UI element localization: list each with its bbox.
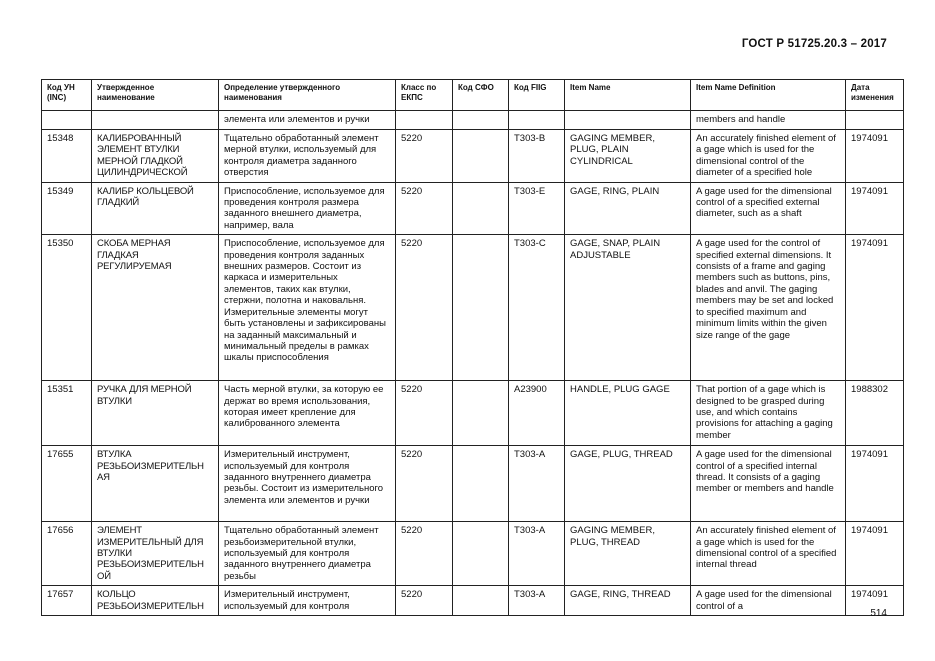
cell-class: 5220 [396, 235, 453, 381]
cell-name: КОЛЬЦО РЕЗЬБОИЗМЕРИТЕЛЬН [92, 586, 219, 616]
cell-definition-ru: Тщательно обработанный элемент мерной втулки, используемый для контроля диаметра заданного отверстия [219, 130, 396, 183]
cell-item-name: GAGING MEMBER, PLUG, THREAD [565, 522, 691, 586]
cell-date: 1974091 [846, 522, 904, 586]
cell-code: 15351 [42, 381, 92, 446]
cell-name [92, 111, 219, 130]
document-id-header: ГОСТ Р 51725.20.3 – 2017 [741, 38, 887, 50]
table-row [42, 130, 904, 183]
cell-code: 17655 [42, 446, 92, 522]
cell-code: 15349 [42, 182, 92, 235]
column-header-approved-name: Утвержденное наименование [92, 80, 219, 111]
cell-name: КАЛИБР КОЛЬЦЕВОЙ ГЛАДКИЙ [92, 182, 219, 235]
column-header-item-name-definition: Item Name Definition [691, 80, 846, 111]
cell-item-name: HANDLE, PLUG GAGE [565, 381, 691, 446]
cell-item-name [565, 111, 691, 130]
cell-fiig: T303-A [509, 586, 565, 616]
cell-code: 15350 [42, 235, 92, 381]
table-row [42, 522, 904, 586]
cell-date: 1988302 [846, 381, 904, 446]
column-header-ekps-class: Класс по ЕКПС [396, 80, 453, 111]
cell-sfo [453, 381, 509, 446]
table-continuation-row [42, 111, 904, 130]
cell-sfo [453, 235, 509, 381]
cell-fiig: T303-A [509, 446, 565, 522]
cell-sfo [453, 182, 509, 235]
table-header-row [42, 80, 904, 111]
cell-sfo [453, 130, 509, 183]
column-header-sfo-code: Код СФО [453, 80, 509, 111]
cell-definition-en: members and handle [691, 111, 846, 130]
cell-fiig: T303-E [509, 182, 565, 235]
cell-item-name: GAGING MEMBER, PLUG, PLAIN CYLINDRICAL [565, 130, 691, 183]
cell-definition-en: That portion of a gage which is designed to be grasped during use, and which contains provisions for attaching a gaging member [691, 381, 846, 446]
cell-fiig [509, 111, 565, 130]
cell-code [42, 111, 92, 130]
classifier-table [41, 79, 904, 616]
table-row [42, 182, 904, 235]
cell-fiig: T303-A [509, 522, 565, 586]
cell-date: 1974091 [846, 130, 904, 183]
cell-date [846, 111, 904, 130]
cell-item-name: GAGE, PLUG, THREAD [565, 446, 691, 522]
cell-definition-en: A gage used for the control of specified external dimensions. It consists of a frame and gaging members such as buttons, pins, blades and anvil. The gaging members may be set and locked to specified maximum and minimum limits within the given size range of the gage [691, 235, 846, 381]
page-number: 514 [870, 608, 887, 619]
cell-name: СКОБА МЕРНАЯ ГЛАДКАЯ РЕГУЛИРУЕМАЯ [92, 235, 219, 381]
table-row [42, 586, 904, 616]
cell-fiig: A23900 [509, 381, 565, 446]
cell-date: 1974091 [846, 235, 904, 381]
cell-definition-en: A gage used for the dimensional control of a [691, 586, 846, 616]
cell-item-name: GAGE, SNAP, PLAIN ADJUSTABLE [565, 235, 691, 381]
cell-class: 5220 [396, 446, 453, 522]
column-header-inc-code: Код УН (INC) [42, 80, 92, 111]
cell-definition-en: A gage used for the dimensional control of a specified external diameter, such as a shaft [691, 182, 846, 235]
cell-definition-ru: элемента или элементов и ручки [219, 111, 396, 130]
cell-class: 5220 [396, 381, 453, 446]
cell-fiig: T303-B [509, 130, 565, 183]
column-header-fiig-code: Код FIIG [509, 80, 565, 111]
cell-class [396, 111, 453, 130]
cell-definition-ru: Измерительный инструмент, используемый для контроля заданного внутреннего диаметра резьбы. Состоит из измерительного элемента или элементов и ручки [219, 446, 396, 522]
cell-item-name: GAGE, RING, THREAD [565, 586, 691, 616]
cell-name: ЭЛЕМЕНТ ИЗМЕРИТЕЛЬНЫЙ ДЛЯ ВТУЛКИ РЕЗЬБОИЗМЕРИТЕЛЬН ОЙ [92, 522, 219, 586]
cell-code: 15348 [42, 130, 92, 183]
cell-class: 5220 [396, 586, 453, 616]
cell-definition-ru: Тщательно обработанный элемент резьбоизмерительной втулки, используемый для контроля заданного внутреннего диаметра резьбы [219, 522, 396, 586]
cell-name: ВТУЛКА РЕЗЬБОИЗМЕРИТЕЛЬН АЯ [92, 446, 219, 522]
cell-date: 1974091 [846, 446, 904, 522]
table-row [42, 235, 904, 381]
cell-definition-ru: Приспособление, используемое для проведения контроля заданных внешних размеров. Состоит из каркаса и измерительных элементов, таких как втулки, стержни, полотна и наковальня. Измерительные элементы могут быть установлены и зафиксированы на заданный максимальный и минимальный пределы в рамках шкалы приспособления [219, 235, 396, 381]
cell-class: 5220 [396, 130, 453, 183]
cell-definition-en: An accurately finished element of a gage which is used for the dimensional control of the diameter of a specified hole [691, 130, 846, 183]
table-row [42, 381, 904, 446]
cell-definition-en: An accurately finished element of a gage which is used for the dimensional control of a specified internal thread [691, 522, 846, 586]
cell-sfo [453, 522, 509, 586]
cell-class: 5220 [396, 522, 453, 586]
cell-definition-ru: Приспособление, используемое для проведения контроля размера заданного внешнего диаметра, например, вала [219, 182, 396, 235]
column-header-item-name: Item Name [565, 80, 691, 111]
cell-definition-en: A gage used for the dimensional control of a specified internal thread. It consists of a gaging member or members and handle [691, 446, 846, 522]
cell-code: 17656 [42, 522, 92, 586]
table-row [42, 446, 904, 522]
cell-date: 1974091 [846, 182, 904, 235]
cell-item-name: GAGE, RING, PLAIN [565, 182, 691, 235]
cell-sfo [453, 446, 509, 522]
cell-date: 1974091 [846, 586, 904, 616]
cell-code: 17657 [42, 586, 92, 616]
cell-definition-ru: Часть мерной втулки, за которую ее держат во время использования, которая имеет крепление для калиброванного элемента [219, 381, 396, 446]
column-header-name-definition: Определение утвержденного наименования [219, 80, 396, 111]
cell-class: 5220 [396, 182, 453, 235]
cell-sfo [453, 586, 509, 616]
cell-name: РУЧКА ДЛЯ МЕРНОЙ ВТУЛКИ [92, 381, 219, 446]
cell-name: КАЛИБРОВАННЫЙ ЭЛЕМЕНТ ВТУЛКИ МЕРНОЙ ГЛАДКОЙ ЦИЛИНДРИЧЕСКОЙ [92, 130, 219, 183]
cell-fiig: T303-C [509, 235, 565, 381]
cell-sfo [453, 111, 509, 130]
cell-definition-ru: Измерительный инструмент, используемый для контроля [219, 586, 396, 616]
column-header-change-date: Дата изменения [846, 80, 904, 111]
